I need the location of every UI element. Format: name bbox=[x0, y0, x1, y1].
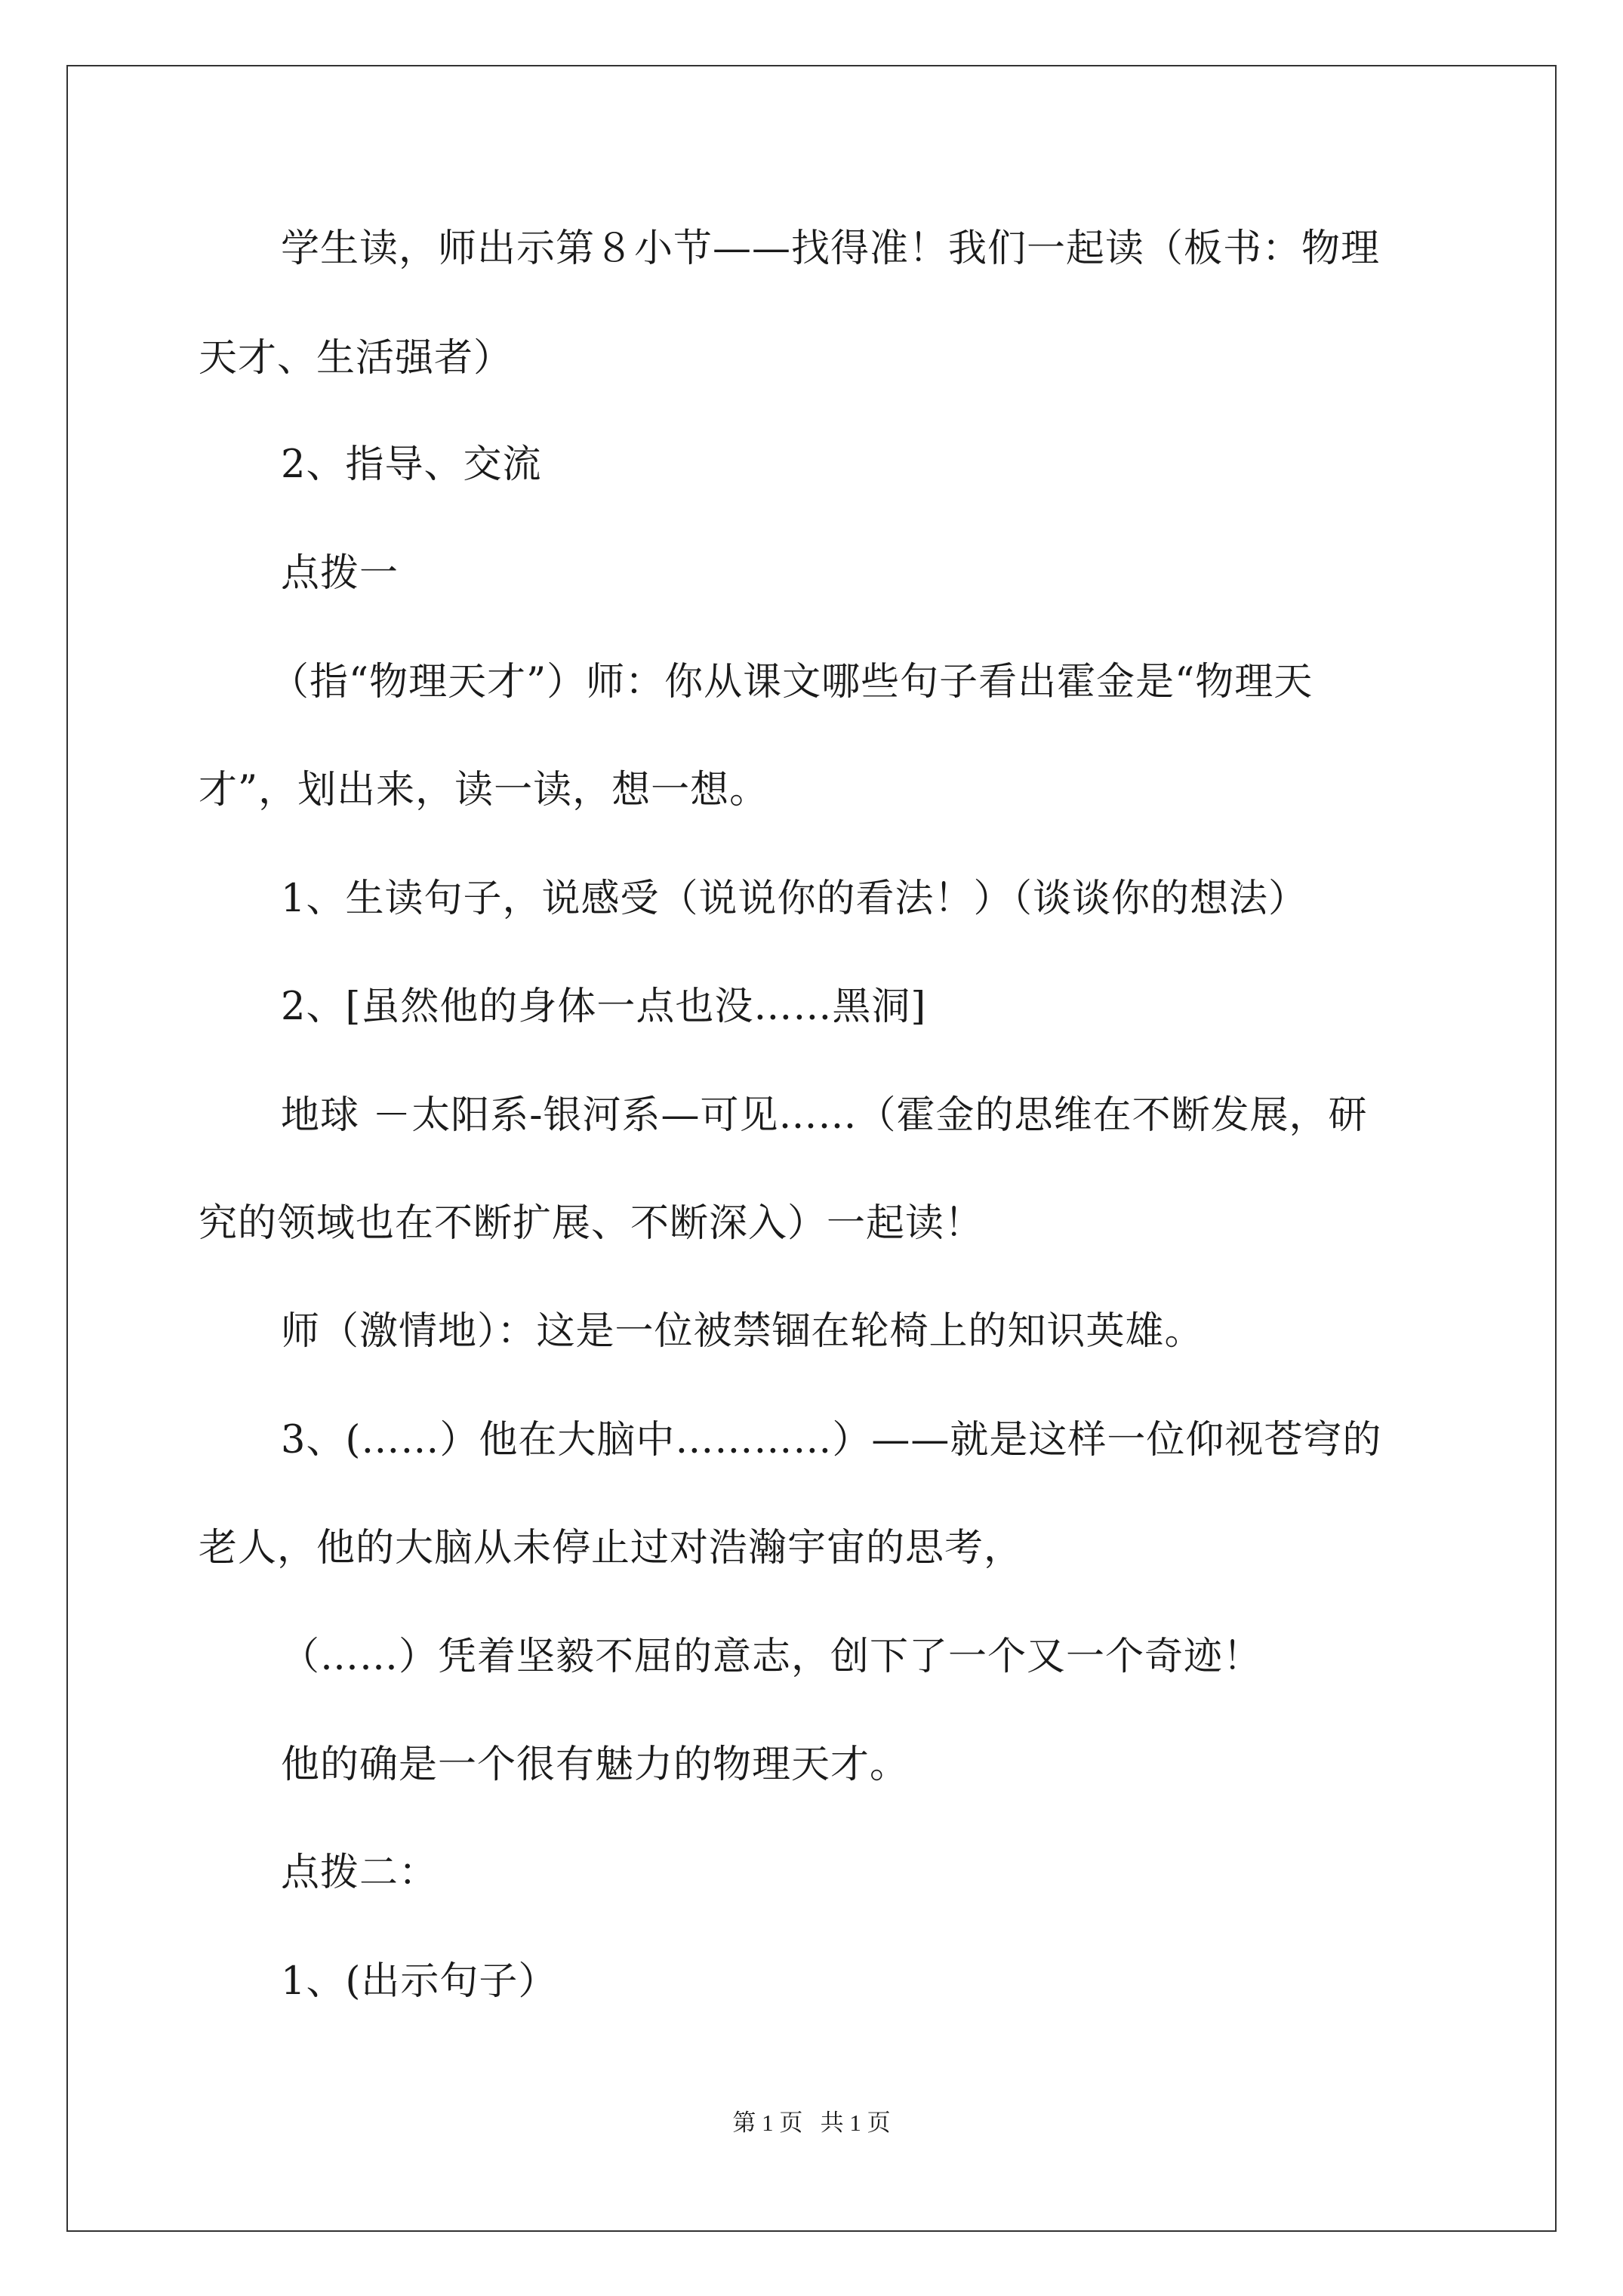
text-line-8: 2、[虽然他的身体一点也没……黑洞] bbox=[281, 985, 927, 1029]
text-line-11: 师（激情地）：这是一位被禁锢在轮椅上的知识英雄。 bbox=[281, 1309, 1204, 1354]
text-line-1: 学生读，师出示第８小节——找得准！我们一起读（板书：物理 bbox=[281, 227, 1381, 271]
text-line-16: 点拨二： bbox=[281, 1851, 439, 1895]
text-line-3: 2、指导、交流 bbox=[281, 442, 542, 487]
text-line-9: 地球 －太阳系-银河系—可见……（霍金的思维在不断发展，研 bbox=[281, 1093, 1368, 1138]
text-line-12: 3、(……）他在大脑中…………）——就是这样一位仰视苍穹的 bbox=[281, 1418, 1382, 1462]
page-footer: 第 1 页 共 1 页 bbox=[732, 2110, 891, 2136]
text-line-10: 究的领域也在不断扩展、不断深入）一起读！ bbox=[199, 1201, 984, 1246]
text-line-4: 点拨一 bbox=[281, 551, 399, 596]
text-line-14: （……）凭着坚毅不屈的意志，创下了一个又一个奇迹！ bbox=[281, 1635, 1263, 1679]
text-line-17: 1、(出示句子） bbox=[281, 1959, 558, 2004]
text-line-5: （指“物理天才”）师：你从课文哪些句子看出霍金是“物理天 bbox=[270, 660, 1313, 704]
text-line-2: 天才、生活强者） bbox=[199, 336, 513, 381]
text-line-15: 他的确是一个很有魅力的物理天才。 bbox=[281, 1743, 910, 1787]
page-border bbox=[66, 65, 1557, 2232]
text-line-7: 1、生读句子，说感受（说说你的看法！）（谈谈你的想法） bbox=[281, 877, 1307, 921]
text-line-13: 老人，他的大脑从未停止过对浩瀚宇宙的思考， bbox=[199, 1526, 1024, 1570]
text-line-6: 才”，划出来，读一读，想一想。 bbox=[199, 768, 769, 812]
